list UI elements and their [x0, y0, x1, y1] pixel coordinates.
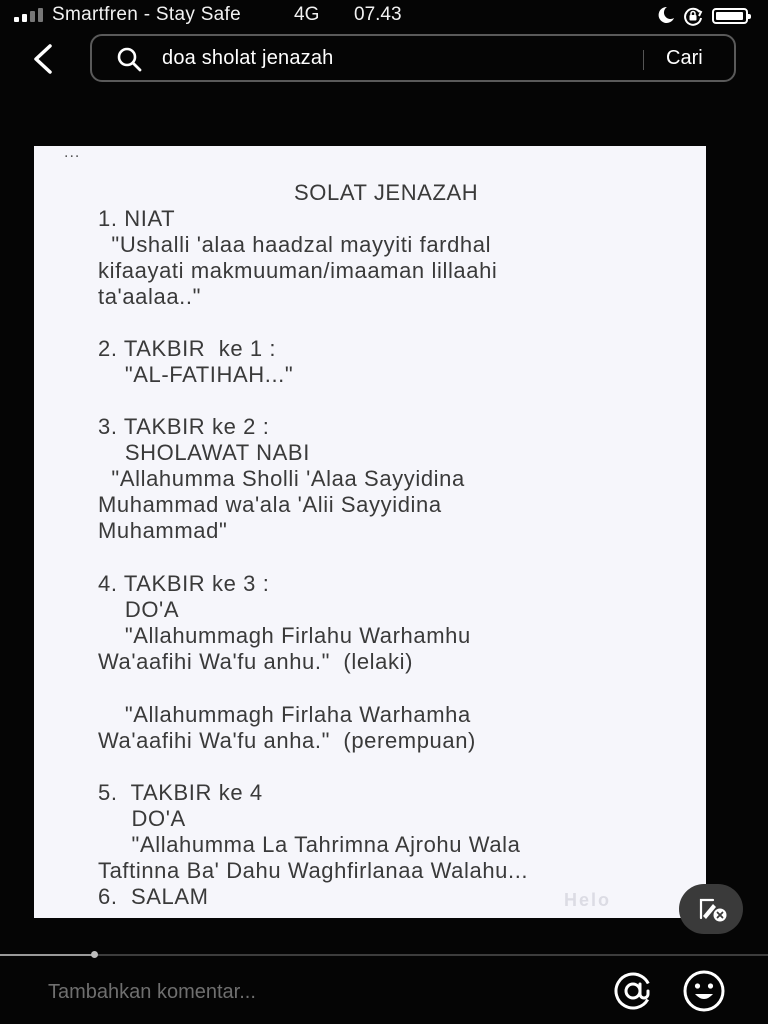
doc-line: ta'aalaa.." [98, 284, 202, 309]
search-input[interactable]: doa sholat jenazah [162, 47, 334, 69]
doc-line: "AL-FATIHAH..." [98, 362, 294, 387]
status-bar [0, 0, 768, 30]
network-type: 4G [294, 4, 320, 25]
doc-line: 5. TAKBIR ke 4 [98, 780, 263, 805]
signal-strength-icon [14, 8, 48, 22]
doc-line: 1. NIAT [98, 206, 176, 231]
status-time: 07.43 [354, 4, 402, 25]
edit-clear-icon [697, 896, 727, 922]
video-progress-fill [0, 954, 92, 956]
doc-line: Muhammad wa'ala 'Alii Sayyidina [98, 492, 442, 517]
doc-line: 3. TAKBIR ke 2 : [98, 414, 270, 439]
doc-line: SHOLAWAT NABI [98, 440, 310, 465]
watermark-logo: Helo [564, 890, 612, 910]
comment-input[interactable]: Tambahkan komentar... [48, 981, 256, 1003]
do-not-disturb-moon-icon [654, 5, 676, 25]
search-divider [643, 50, 644, 70]
search-icon [116, 46, 142, 72]
post-image[interactable] [34, 146, 706, 918]
edit-clear-button[interactable] [679, 884, 743, 934]
search-bar[interactable] [90, 34, 736, 82]
doc-line: Muhammad" [98, 518, 228, 543]
smiley-icon[interactable] [681, 968, 727, 1014]
doc-line: "Allahumma Sholli 'Alaa Sayyidina [98, 466, 465, 491]
doc-line: 6. SALAM [98, 884, 209, 909]
at-mention-icon[interactable] [610, 970, 656, 1012]
doc-line: "Allahummagh Firlahu Warhamhu [98, 623, 471, 648]
video-progress-bar[interactable] [0, 954, 768, 956]
doc-line: Wa'aafihi Wa'fu anhu." (lelaki) [98, 649, 414, 674]
video-progress-thumb[interactable] [91, 951, 98, 958]
doc-line: Wa'aafihi Wa'fu anha." (perempuan) [98, 728, 476, 753]
rotation-lock-icon [682, 6, 704, 26]
search-submit-button[interactable]: Cari [666, 47, 703, 69]
doc-line: DO'A [98, 597, 180, 622]
image-menu-dots: ... [64, 146, 81, 161]
doc-line: "Ushalli 'alaa haadzal mayyiti fardhal [98, 232, 492, 257]
doc-line: kifaayati makmuuman/imaaman lillaahi [98, 258, 498, 283]
doc-line: DO'A [98, 806, 186, 831]
battery-icon [712, 8, 748, 24]
back-chevron-icon[interactable] [26, 40, 62, 78]
doc-line: "Allahummagh Firlaha Warhamha [98, 702, 471, 727]
doc-line: Taftinna Ba' Dahu Waghfirlanaa Walahu... [98, 858, 529, 883]
doc-line: 4. TAKBIR ke 3 : [98, 571, 270, 596]
carrier-name: Smartfren - Stay Safe [52, 4, 241, 25]
doc-line: "Allahumma La Tahrimna Ajrohu Wala [98, 832, 521, 857]
doc-title: SOLAT JENAZAH [294, 180, 479, 205]
doc-line: 2. TAKBIR ke 1 : [98, 336, 277, 361]
